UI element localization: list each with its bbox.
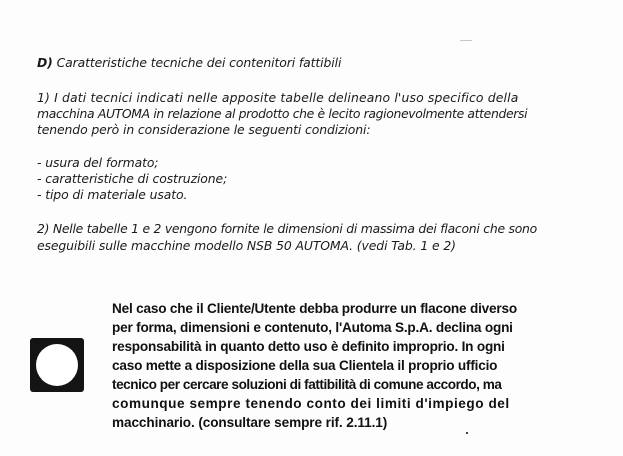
- paragraph1-line: 1) I dati tecnici indicati nelle apposite tabelle delineano l'uso specifico della: [37, 90, 519, 105]
- paragraph1-line: macchina AUTOMA in relazione al prodotto che è lecito ragionevolmente attendersi: [37, 106, 528, 121]
- section-letter: D): [37, 55, 53, 70]
- warning-line: macchinario. (consultare sempre rif. 2.11.1): [112, 415, 388, 430]
- condition-item: - usura del formato;: [37, 155, 159, 170]
- warning-line: tecnico per cercare soluzioni di fattibilità di comune accordo, ma: [112, 377, 502, 392]
- paragraph2-line: eseguibili sulle macchine modello NSB 50 AUTOMA. (vedi Tab. 1 e 2): [37, 238, 456, 253]
- warning-line: caso mette a disposizione della sua Clientela il proprio ufficio: [112, 358, 498, 373]
- condition-item: - tipo di materiale usato.: [37, 187, 188, 202]
- warning-circle-icon: [30, 338, 84, 392]
- section-title: Caratteristiche tecniche dei contenitori fattibili: [56, 55, 342, 70]
- warning-line: responsabilità in quanto detto uso è definito improprio. In ogni: [112, 339, 505, 354]
- warning-line: per forma, dimensioni e contenuto, l'Automa S.p.A. declina ogni: [112, 320, 513, 335]
- scan-mark: [460, 40, 472, 41]
- paragraph1-line: tenendo però in considerazione le seguenti condizioni:: [37, 122, 371, 137]
- paragraph2-line: 2) Nelle tabelle 1 e 2 vengono fornite le dimensioni di massima dei flaconi che sono: [37, 221, 537, 236]
- section-heading: [37, 55, 341, 70]
- condition-item: - caratteristiche di costruzione;: [37, 171, 228, 186]
- warning-line: comunque sempre tenendo conto dei limiti d'impiego del: [112, 396, 510, 411]
- scan-dot: [466, 432, 468, 434]
- warning-circle-inner: [36, 344, 78, 386]
- warning-line: Nel caso che il Cliente/Utente debba produrre un flacone diverso: [112, 301, 517, 316]
